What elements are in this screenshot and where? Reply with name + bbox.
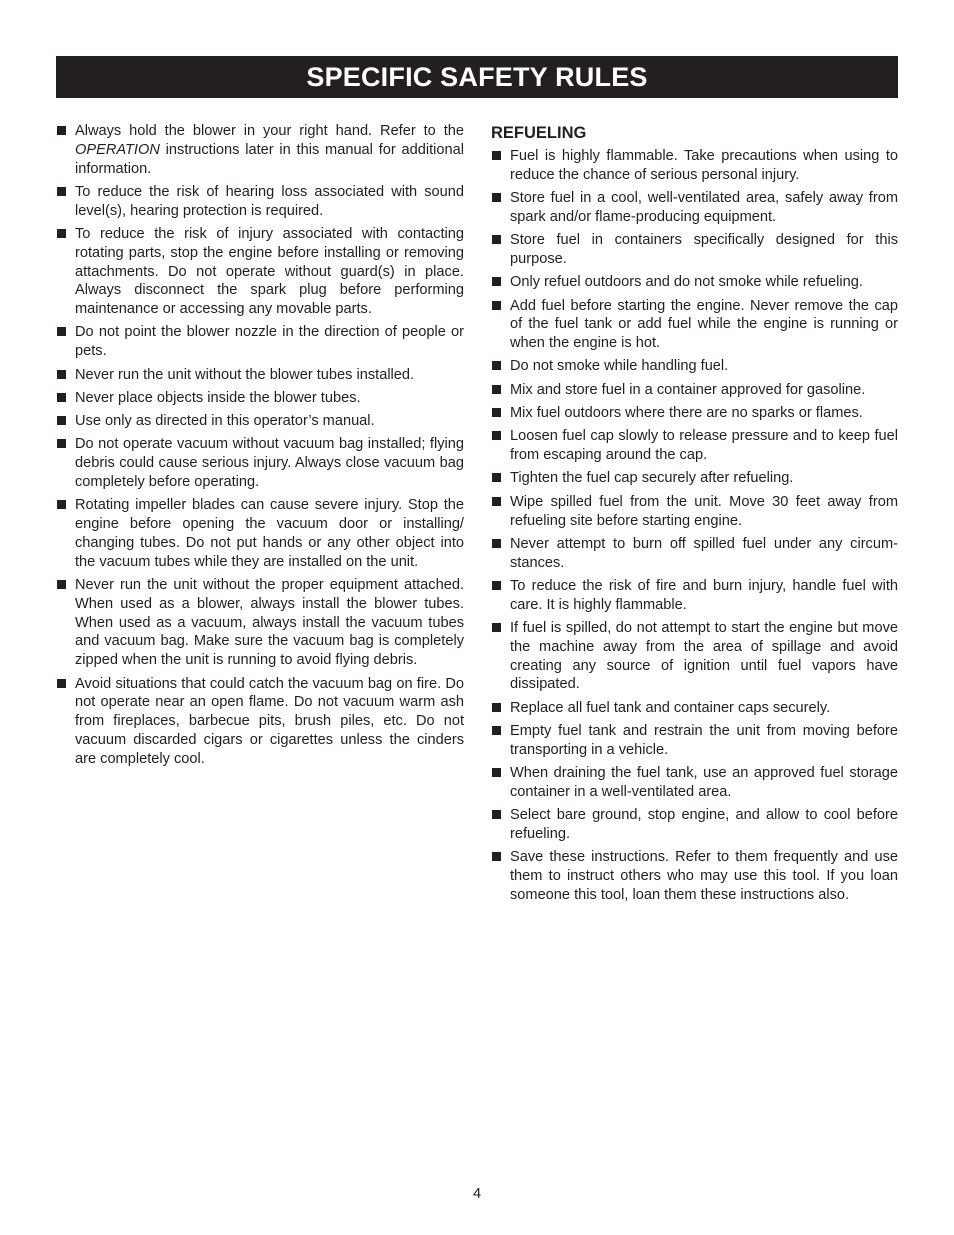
refueling-rules-list <box>491 147 898 905</box>
rule-text: Mix and store fuel in a container approved for gasoline. <box>510 381 866 398</box>
square-bullet-icon <box>492 810 501 819</box>
list-item <box>56 576 464 670</box>
rule-text: Loosen fuel cap slowly to release pressure and to keep fuel from escaping around the cap. <box>510 428 898 464</box>
refueling-heading: REFUELING <box>491 124 587 142</box>
square-bullet-icon <box>492 151 501 160</box>
square-bullet-icon <box>492 277 501 286</box>
rule-text: Never attempt to burn off spilled fuel under any circum-stances. <box>510 535 898 571</box>
square-bullet-icon <box>57 370 66 379</box>
square-bullet-icon <box>57 327 66 336</box>
list-item <box>491 806 898 844</box>
square-bullet-icon <box>492 726 501 735</box>
square-bullet-icon <box>492 385 501 394</box>
rule-text: Do not operate vacuum without vacuum bag installed; flying debris could cause serious injury. Always close vacuum bag completely before operating. <box>75 436 464 491</box>
list-item <box>491 493 898 531</box>
square-bullet-icon <box>57 580 66 589</box>
list-item <box>56 366 464 385</box>
list-item <box>491 357 898 376</box>
rule-text: Empty fuel tank and restrain the unit from moving before transporting in a vehicle. <box>510 723 898 758</box>
list-item <box>56 323 464 361</box>
rule-text: Do not point the blower nozzle in the direction of people or pets. <box>75 324 464 360</box>
list-item <box>491 469 898 488</box>
rule-text: instructions later in this manual for additional information. <box>75 141 464 177</box>
square-bullet-icon <box>57 393 66 402</box>
rule-text: When draining the fuel tank, use an approved fuel storage container in a well-ventilated area. <box>510 765 898 800</box>
list-item <box>491 535 898 573</box>
square-bullet-icon <box>492 581 501 590</box>
rule-text: To reduce the risk of hearing loss associated with sound level(s), hearing protection is required. <box>75 183 464 219</box>
list-item <box>491 848 898 904</box>
square-bullet-icon <box>57 229 66 238</box>
list-item <box>56 496 464 571</box>
left-column <box>56 122 464 773</box>
rule-text: If fuel is spilled, do not attempt to start the engine but move the machine away from the area of spillage and avoid creating any source of ignition until fuel vapors have dissipated. <box>510 620 898 693</box>
rule-emphasis: OPERATION <box>75 141 160 158</box>
list-item <box>56 389 464 408</box>
list-item <box>491 699 898 718</box>
general-safety-list <box>56 122 464 769</box>
right-column <box>491 122 898 909</box>
rule-text: To reduce the risk of fire and burn injury, handle fuel with care. It is highly flammable. <box>510 577 898 613</box>
square-bullet-icon <box>492 473 501 482</box>
square-bullet-icon <box>57 126 66 135</box>
rule-text: Avoid situations that could catch the vacuum bag on fire. Do not operate near an open flame. Do not vacuum warm ash from fireplaces, barbecue pits, brush piles, etc. Do not vacuum discarded cigars or cigarettes unless the cinders are completely cool. <box>75 675 464 767</box>
square-bullet-icon <box>492 539 501 548</box>
list-item <box>56 122 464 178</box>
rule-text: Always hold the blower in your right hand. Refer to the <box>75 123 464 139</box>
list-item <box>491 577 898 615</box>
rule-text: Select bare ground, stop engine, and allow to cool before refueling. <box>510 807 898 842</box>
page-title: SPECIFIC SAFETY RULES <box>306 61 648 92</box>
rule-text: Add fuel before starting the engine. Never remove the cap of the fuel tank or add fuel while the engine is running or when the engine is hot. <box>510 297 898 352</box>
square-bullet-icon <box>492 768 501 777</box>
list-item <box>491 189 898 227</box>
rule-text: Mix fuel outdoors where there are no sparks or flames. <box>510 405 863 422</box>
square-bullet-icon <box>492 193 501 202</box>
rule-text: Rotating impeller blades can cause severe injury. Stop the engine before opening the vacuum door or installing/ changing tubes. Do not put hands or any other object into the vacuum tubes while they are installed on the unit. <box>75 497 464 570</box>
rule-text: Replace all fuel tank and container caps securely. <box>510 699 831 716</box>
square-bullet-icon <box>492 301 501 310</box>
list-item <box>56 183 464 221</box>
square-bullet-icon <box>492 852 501 861</box>
square-bullet-icon <box>492 623 501 632</box>
list-item <box>56 675 464 769</box>
rule-text: Tighten the fuel cap securely after refueling. <box>510 470 794 487</box>
list-item <box>491 147 898 185</box>
rule-text: Do not smoke while handling fuel. <box>510 358 729 375</box>
list-item <box>491 764 898 802</box>
square-bullet-icon <box>492 497 501 506</box>
page-number: 4 <box>472 1186 482 1202</box>
rule-text: Store fuel in containers specifically designed for this purpose. <box>510 232 898 267</box>
list-item <box>491 427 898 465</box>
list-item <box>491 273 898 292</box>
rule-text: Never place objects inside the blower tubes. <box>75 389 361 406</box>
square-bullet-icon <box>57 500 66 509</box>
square-bullet-icon <box>57 187 66 196</box>
list-item <box>491 231 898 269</box>
square-bullet-icon <box>492 703 501 712</box>
rule-text: Never run the unit without the blower tubes installed. <box>75 366 415 383</box>
rule-text: To reduce the risk of injury associated with contacting rotating parts, stop the engine before installing or removing attachments. Do not operate without guard(s) in place. Always disconnect the spark plug before performing maintenance or accessing any movable parts. <box>75 225 464 318</box>
square-bullet-icon <box>492 361 501 370</box>
list-item <box>491 381 898 400</box>
rule-text: Wipe spilled fuel from the unit. Move 30 feet away from refueling site before starting engine. <box>510 493 898 529</box>
rule-text: Only refuel outdoors and do not smoke while refueling. <box>510 274 863 291</box>
square-bullet-icon <box>57 439 66 448</box>
rule-text: Use only as directed in this operator’s manual. <box>75 413 375 430</box>
list-item <box>491 297 898 353</box>
list-item <box>491 722 898 760</box>
rule-text: Store fuel in a cool, well-ventilated area, safely away from spark and/or flame-producing equipment. <box>510 190 898 225</box>
square-bullet-icon <box>492 235 501 244</box>
square-bullet-icon <box>57 416 66 425</box>
list-item <box>491 619 898 694</box>
square-bullet-icon <box>492 431 501 440</box>
rule-text: Never run the unit without the proper equipment attached. When used as a blower, always install the blower tubes. When used as a vacuum, always install the vacuum tubes and vacuum bag. Make sure the vacuum bag is completely zipped when the unit is running to avoid flying debris. <box>75 577 464 669</box>
rule-text: Fuel is highly flammable. Take precautions when using to reduce the chance of serious personal injury. <box>510 148 898 183</box>
list-item <box>491 404 898 423</box>
list-item <box>56 225 464 319</box>
section-banner <box>56 56 898 98</box>
square-bullet-icon <box>492 408 501 417</box>
rule-text: Save these instructions. Refer to them frequently and use them to instruct others who may use this tool. If you loan someone this tool, loan them these instructions also. <box>510 849 898 903</box>
list-item <box>56 435 464 491</box>
square-bullet-icon <box>57 679 66 688</box>
list-item <box>56 412 464 431</box>
